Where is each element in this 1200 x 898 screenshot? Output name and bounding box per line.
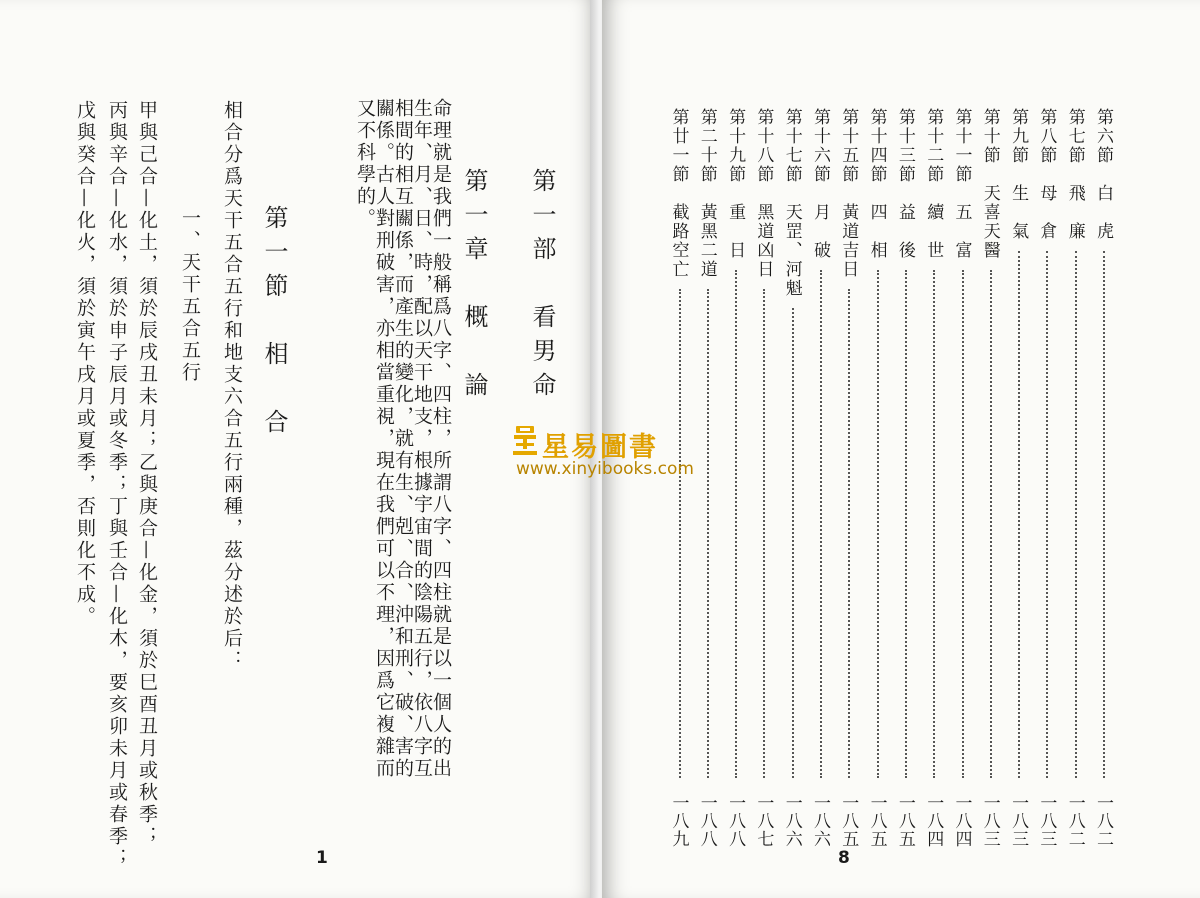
- combo-line: 戊與癸合—化火，須於寅午戌月或夏季，否則化不成。: [74, 100, 96, 628]
- toc-entry-page: 一八六: [810, 794, 830, 848]
- toc-entry-label: 第十五節 黃道吉日: [838, 108, 859, 279]
- toc-entry: [920, 108, 948, 848]
- part-title: 第一部 看男命: [528, 168, 556, 406]
- toc-entry-label: 第七節 飛 廉: [1064, 108, 1085, 241]
- toc-entry-page: 一八八: [725, 794, 746, 848]
- toc-leader-dots: [820, 270, 822, 778]
- toc-leader-dots: [905, 270, 907, 778]
- left-page: [0, 0, 598, 898]
- toc-entry-page: 一八五: [894, 794, 915, 848]
- toc-entry-page: 一八五: [838, 794, 859, 848]
- xinyi-logo-icon: [512, 425, 538, 457]
- page-number: 1: [316, 848, 328, 868]
- toc-entry: [807, 108, 835, 848]
- toc-entry-label: 第十六節 月 破: [810, 108, 830, 260]
- toc-leader-dots: [1075, 251, 1077, 778]
- watermark-url: www.xinyibooks.com: [516, 459, 694, 479]
- intro-paragraph: 命理就是我們一般稱爲八字、四柱，所謂八字、四柱就是以一個人的出生年、月、日、時，配以天干地支，根據宇宙間的陰陽五行，依八字互相間的相互關係，而產生的變化，就有生、剋、合、沖和刑、破、害的關係。古人對刑破害，亦相當重視，現在我們可以不理，因爲它複雜而又不科學的。: [354, 98, 452, 780]
- toc-entry-page: 一八三: [1036, 794, 1057, 848]
- toc-entry-page: 一八二: [1064, 794, 1085, 848]
- toc-leader-dots: [735, 270, 737, 778]
- toc-entry: [722, 108, 750, 848]
- toc-leader-dots: [1103, 251, 1105, 778]
- toc-entry-page: 一八二: [1093, 794, 1113, 848]
- toc-entry-label: 第十節 天喜天醫: [979, 108, 1000, 260]
- toc-entry-label: 第十二節 續 世: [923, 108, 944, 260]
- combo-line: 丙與辛合—化水，須於申子辰月或冬季；丁與壬合—化木，要亥卯未月或春季；: [106, 100, 128, 870]
- toc-entry-label: 第廿一節 截路空亡: [668, 108, 689, 279]
- toc-entry-page: 一八三: [1008, 794, 1029, 848]
- toc-entry-label: 第十七節 天罡、河魁: [781, 108, 802, 298]
- toc-entry-page: 一八八: [696, 794, 717, 848]
- page-number: 8: [838, 848, 850, 868]
- toc-entry: [694, 108, 722, 848]
- toc-entry-label: 第十八節 黑道凶日: [753, 108, 774, 279]
- toc-entry: [892, 108, 920, 848]
- toc-entry-label: 第十三節 益 後: [894, 108, 915, 260]
- combo-line: 甲與己合—化土，須於辰戌丑未月；乙與庚合—化金，須於巳酉丑月或秋季；: [136, 100, 158, 848]
- toc-entry-label: 第十一節 五 富: [951, 108, 972, 260]
- toc-entry-label: 第八節 母 倉: [1036, 108, 1057, 241]
- toc-entry: [1090, 108, 1118, 848]
- chapter-title: 第一章 概 論: [460, 168, 488, 406]
- watermark: [512, 425, 692, 485]
- toc-entry: [977, 108, 1005, 848]
- toc-entry: [779, 108, 807, 848]
- toc-entry-page: 一八五: [866, 794, 887, 848]
- toc-leader-dots: [877, 270, 879, 778]
- toc-entry: [949, 108, 977, 848]
- section-intro: 相合分爲天干五合五行和地支六合五行兩種，茲分述於后：: [221, 100, 243, 672]
- intro-paragraph-box: [326, 70, 450, 830]
- watermark-title: 星易圖書: [542, 432, 658, 463]
- toc-entry-page: 一八六: [781, 794, 802, 848]
- toc-leader-dots: [1046, 251, 1048, 778]
- toc-entry: [1033, 108, 1061, 848]
- toc-entry: [835, 108, 863, 848]
- toc-entry-label: 第二十節 黃黑二道: [696, 108, 717, 279]
- toc-entry-label: 第六節 白 虎: [1093, 108, 1113, 241]
- toc-leader-dots: [707, 289, 709, 778]
- toc-leader-dots: [933, 270, 935, 778]
- toc-leader-dots: [1018, 251, 1020, 778]
- toc-leader-dots: [848, 289, 850, 778]
- toc-leader-dots: [962, 270, 964, 778]
- toc-entry: [750, 108, 778, 848]
- toc-entry: [864, 108, 892, 848]
- toc-entry-label: 第十九節 重 日: [725, 108, 746, 260]
- toc-entry: [1005, 108, 1033, 848]
- section-title: 第一節 相 合: [260, 205, 288, 443]
- toc-entry-page: 一八四: [923, 794, 944, 848]
- subsection-title: 一、天干五合五行: [179, 208, 201, 384]
- toc-leader-dots: [990, 270, 992, 778]
- toc-entry-page: 一八三: [979, 794, 1000, 848]
- toc-leader-dots: [679, 289, 681, 778]
- toc-entry-page: 一八九: [668, 794, 689, 848]
- toc-leader-dots: [792, 308, 794, 778]
- toc-entry-page: 一八七: [753, 794, 774, 848]
- toc-leader-dots: [763, 289, 765, 778]
- toc-entry-label: 第十四節 四 相: [866, 108, 887, 260]
- toc-entry: [1062, 108, 1090, 848]
- toc-entry-page: 一八四: [951, 794, 972, 848]
- toc-entry-label: 第九節 生 氣: [1008, 108, 1029, 241]
